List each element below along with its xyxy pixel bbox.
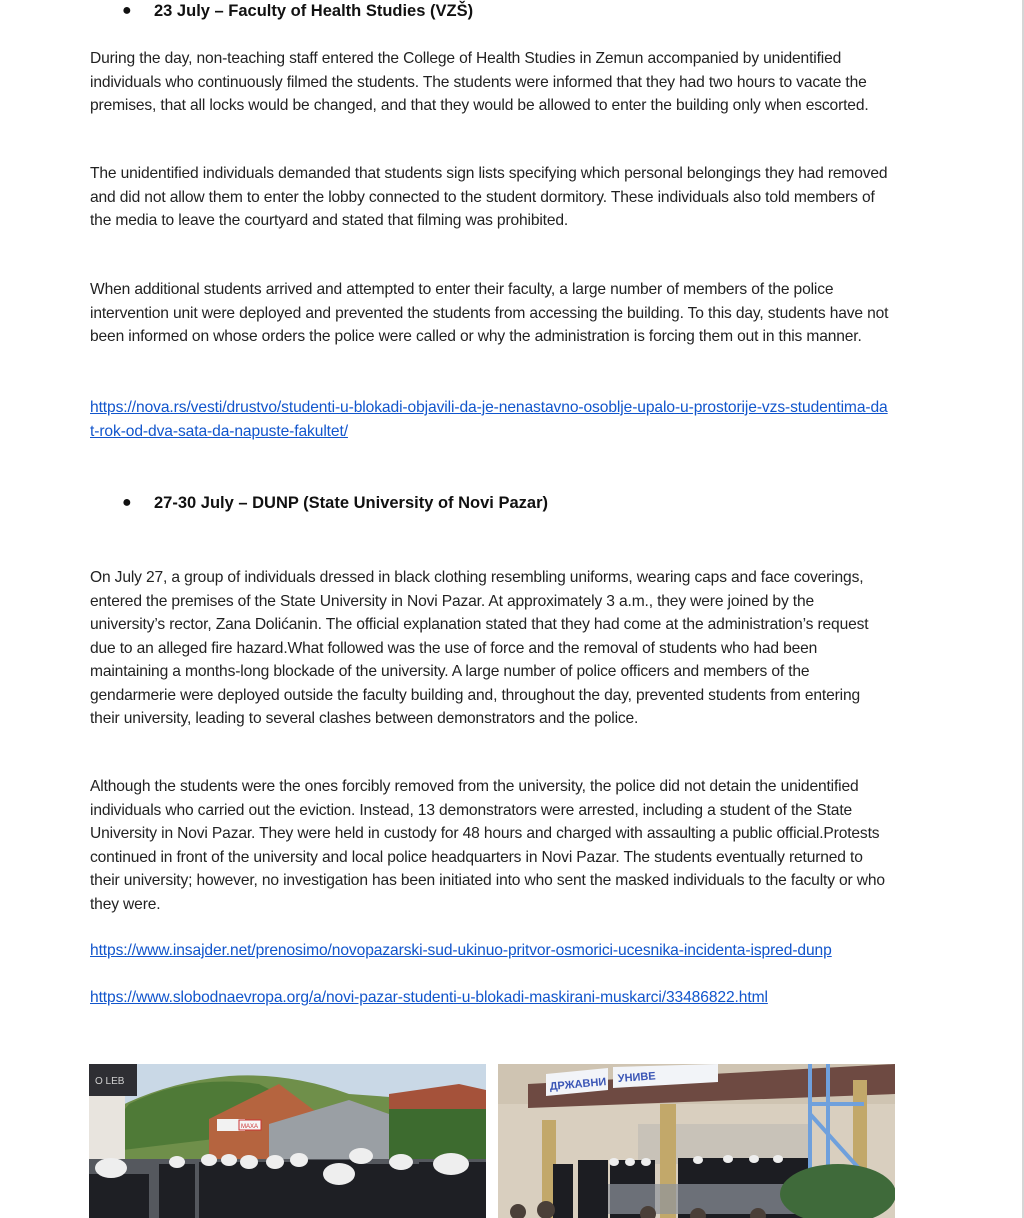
paragraph: During the day, non-teaching staff entered the College of Health Studies in Zemun accompanied by unidentified individuals who continuously filmed the students. The students were informed that they had two hours to vacate the premises, that all locks would be changed, and that they would be allowed to enter the building only when escorted. xyxy=(90,50,869,114)
photo-university-entrance xyxy=(498,1064,895,1218)
photo-police-street xyxy=(89,1064,486,1218)
paragraph: The unidentified individuals demanded that students sign lists specifying which personal belongings they had removed and did not allow them to enter the lobby connected to the student dormitory. These individuals also told members of the media to leave the courtyard and stated that filming was prohibited. xyxy=(90,165,888,229)
bullet-icon: ● xyxy=(122,494,132,511)
photo-sign-text: O LEB xyxy=(95,1076,125,1087)
source-link[interactable]: https://www.insajder.net/prenosimo/novopazarski-sud-ukinuo-pritvor-osmorici-ucesnika-incidenta-ispred-dunp xyxy=(90,942,832,959)
section-heading-text: 23 July – Faculty of Health Studies (VZŠ) xyxy=(154,2,474,20)
photo-sign-text: ДРЖАВНИ xyxy=(549,1076,607,1093)
photo-police-street-image xyxy=(89,1064,486,1218)
paragraph: When additional students arrived and attempted to enter their faculty, a large number of members of the police intervention unit were deployed and prevented the students from accessing the building. To this day, students have not been informed on whose orders the police were called or why the administration is forcing them out in this manner. xyxy=(90,281,889,345)
paragraph: Although the students were the ones forcibly removed from the university, the police did not detain the unidentified individuals who carried out the eviction. Instead, 13 demonstrators were arrested, including a student of the State University in Novi Pazar. They were held in custody for 48 hours and charged with assaulting a public official.Protests continued in front of the university and local police headquarters in Novi Pazar. The students eventually returned to their university; however, no investigation has been initiated into who sent the masked individuals to the faculty or who they were. xyxy=(90,778,885,913)
bullet-icon: ● xyxy=(122,2,132,19)
photo-sign-text: УНИВЕ xyxy=(617,1070,657,1085)
photo-university-entrance-image xyxy=(498,1064,895,1218)
source-link[interactable]: https://nova.rs/vesti/drustvo/studenti-u-blokadi-objavili-da-je-nenastavno-osoblje-upalo-u-prostorije-vzs-studentima-dat-rok-od-dva-sata-da-napuste-fakultet/ xyxy=(90,399,888,440)
photo-shop-sign-text: MAXA xyxy=(241,1124,259,1130)
section-heading-text: 27-30 July – DUNP (State University of Novi Pazar) xyxy=(154,494,549,512)
paragraph: On July 27, a group of individuals dressed in black clothing resembling uniforms, wearing caps and face coverings, entered the premises of the State University in Novi Pazar. At approximately 3 a.m., they were joined by the university’s rector, Zana Dolićanin. The official explanation stated that they had come at the administration’s request due to an alleged fire hazard.What followed was the use of force and the removal of students who had been maintaining a months-long blockade of the university. A large number of police officers and members of the gendarmerie were deployed outside the faculty building and, throughout the day, prevented students from entering their university, leading to several clashes between demonstrators and the police. xyxy=(90,569,869,727)
source-link[interactable]: https://www.slobodnaevropa.org/a/novi-pazar-studenti-u-blokadi-maskirani-muskarci/33486822.html xyxy=(90,989,768,1006)
